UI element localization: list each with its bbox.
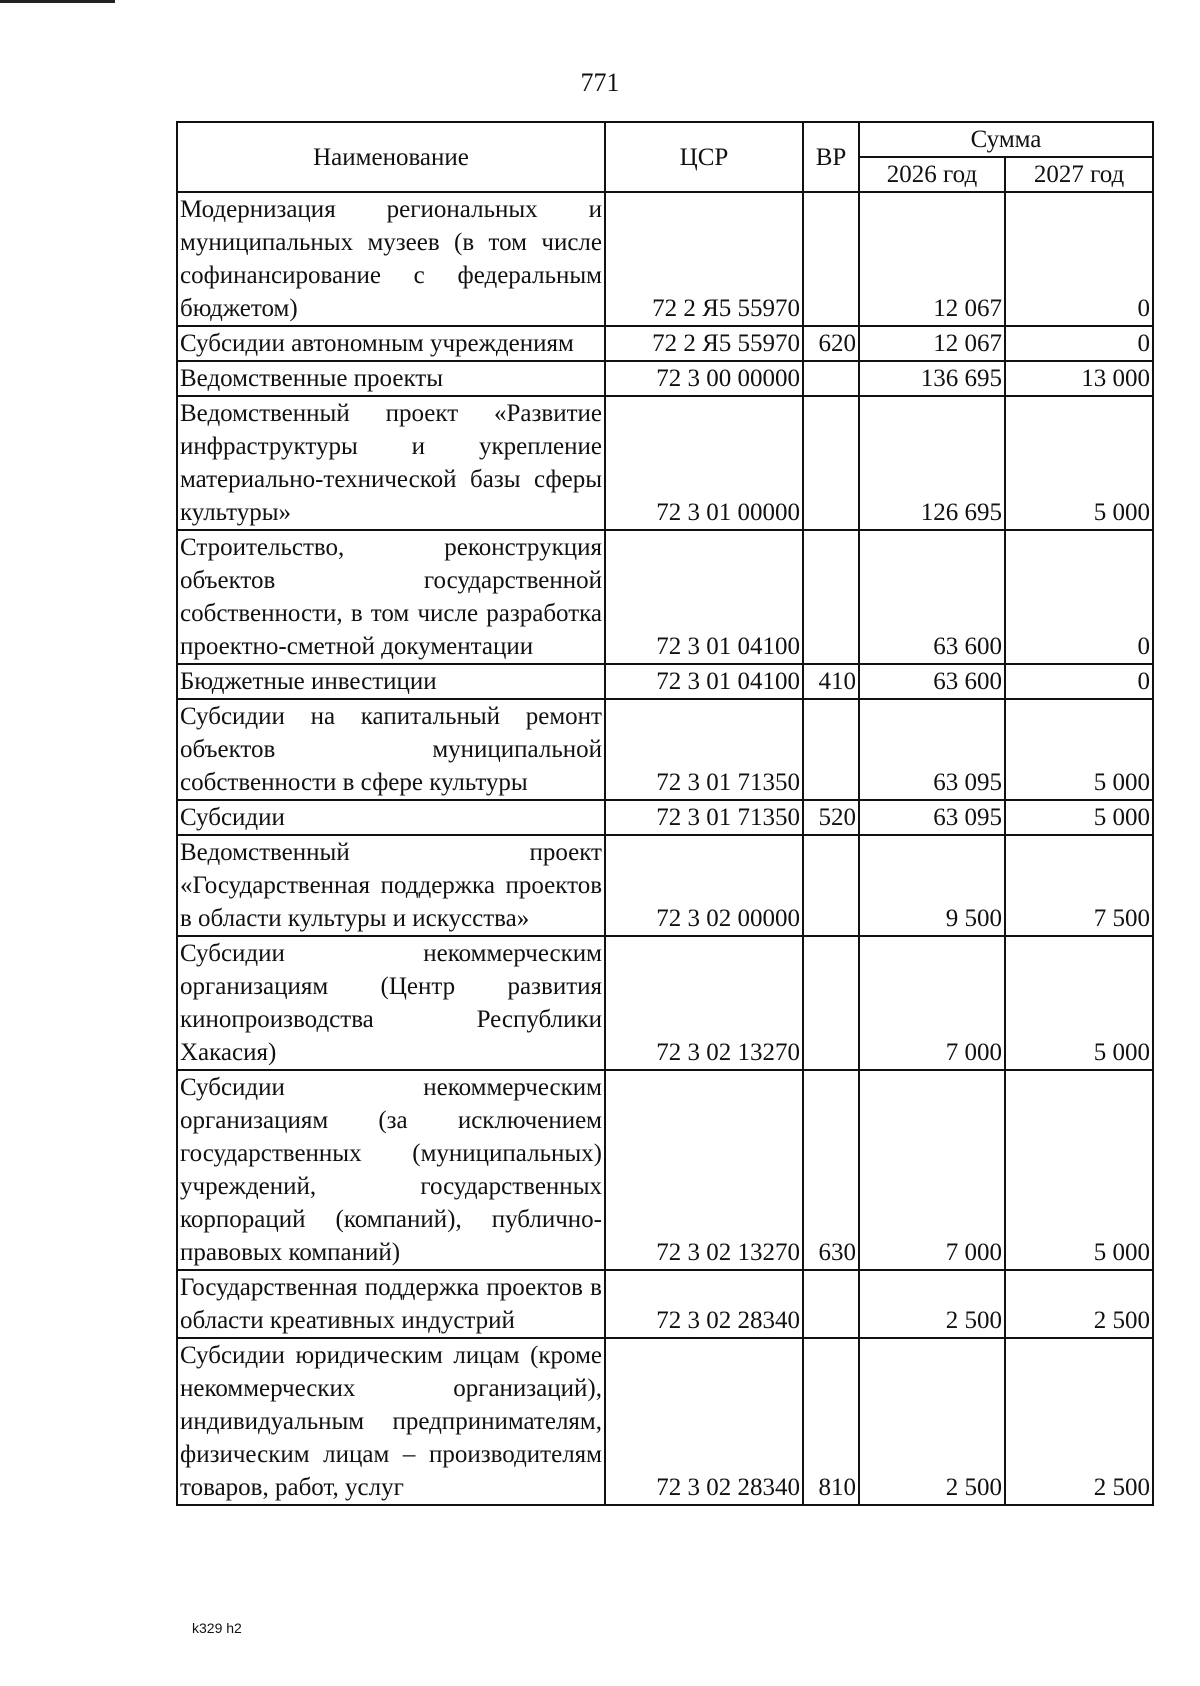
row-sum-2027: 5 000: [1005, 1070, 1153, 1270]
row-sum-2026: 9 500: [859, 835, 1005, 936]
table-row: [177, 800, 1153, 835]
row-vr: 520: [803, 800, 859, 835]
table-row: [177, 530, 1153, 664]
row-sum-2026: 2 500: [859, 1338, 1005, 1505]
row-name: Государственная поддержка проектов в области креативных индустрий: [177, 1270, 605, 1338]
row-name: Субсидии: [177, 800, 605, 835]
table-row: [177, 835, 1153, 936]
table-row: [177, 326, 1153, 361]
row-name: Субсидии юридическим лицам (кроме некоммерческих организаций), индивидуальным предпринимателям, физическим лицам – производителям товаров, работ, услуг: [177, 1338, 605, 1505]
row-csr: 72 3 02 13270: [605, 936, 803, 1070]
row-vr: 410: [803, 664, 859, 699]
table-row: [177, 192, 1153, 326]
row-csr: 72 3 02 13270: [605, 1070, 803, 1270]
row-csr: 72 3 02 00000: [605, 835, 803, 936]
header-csr: ЦСР: [605, 122, 803, 192]
table-header: [177, 122, 1153, 192]
table-row: [177, 664, 1153, 699]
row-csr: 72 3 01 04100: [605, 664, 803, 699]
row-name: Бюджетные инвестиции: [177, 664, 605, 699]
row-sum-2027: 2 500: [1005, 1270, 1153, 1338]
row-sum-2026: 126 695: [859, 396, 1005, 530]
table-row: [177, 396, 1153, 530]
table-row: [177, 1270, 1153, 1338]
row-name: Субсидии некоммерческим организациям (за исключением государственных (муниципальных) учреждений, государственных корпораций (компаний), публично-правовых компаний): [177, 1070, 605, 1270]
row-sum-2026: 7 000: [859, 936, 1005, 1070]
row-sum-2027: 0: [1005, 326, 1153, 361]
table-row: [177, 1338, 1153, 1505]
header-vr: ВР: [803, 122, 859, 192]
row-vr: 810: [803, 1338, 859, 1505]
row-name: Ведомственные проекты: [177, 361, 605, 396]
row-vr: 630: [803, 1070, 859, 1270]
row-sum-2026: 63 095: [859, 699, 1005, 800]
header-year-2027: 2027 год: [1005, 157, 1153, 192]
row-csr: 72 3 02 28340: [605, 1270, 803, 1338]
table-row: [177, 1070, 1153, 1270]
row-vr: [803, 396, 859, 530]
table-row: [177, 361, 1153, 396]
table-row: [177, 936, 1153, 1070]
row-sum-2026: 136 695: [859, 361, 1005, 396]
header-name: Наименование: [177, 122, 605, 192]
row-name: Субсидии некоммерческим организациям (Центр развития кинопроизводства Республики Хакасия): [177, 936, 605, 1070]
row-vr: [803, 936, 859, 1070]
footer-code: k329 h2: [192, 1620, 242, 1636]
row-csr: 72 3 01 04100: [605, 530, 803, 664]
row-csr: 72 3 02 28340: [605, 1338, 803, 1505]
row-sum-2027: 0: [1005, 664, 1153, 699]
row-sum-2026: 12 067: [859, 326, 1005, 361]
row-name: Субсидии на капитальный ремонт объектов муниципальной собственности в сфере культуры: [177, 699, 605, 800]
row-vr: 620: [803, 326, 859, 361]
row-vr: [803, 361, 859, 396]
row-sum-2026: 63 600: [859, 664, 1005, 699]
row-csr: 72 2 Я5 55970: [605, 192, 803, 326]
row-sum-2027: 7 500: [1005, 835, 1153, 936]
row-sum-2027: 5 000: [1005, 936, 1153, 1070]
row-sum-2026: 63 095: [859, 800, 1005, 835]
row-vr: [803, 699, 859, 800]
row-sum-2027: 0: [1005, 530, 1153, 664]
table-row: [177, 699, 1153, 800]
row-vr: [803, 530, 859, 664]
row-name: Субсидии автономным учреждениям: [177, 326, 605, 361]
row-sum-2026: 12 067: [859, 192, 1005, 326]
header-sum: Сумма: [859, 122, 1153, 157]
row-csr: 72 3 01 71350: [605, 699, 803, 800]
row-sum-2027: 13 000: [1005, 361, 1153, 396]
row-vr: [803, 1270, 859, 1338]
row-name: Строительство, реконструкция объектов государственной собственности, в том числе разработка проектно-сметной документации: [177, 530, 605, 664]
row-sum-2026: 63 600: [859, 530, 1005, 664]
row-sum-2027: 5 000: [1005, 699, 1153, 800]
row-csr: 72 3 00 00000: [605, 361, 803, 396]
row-name: Ведомственный проект «Государственная поддержка проектов в области культуры и искусства»: [177, 835, 605, 936]
row-sum-2027: 5 000: [1005, 800, 1153, 835]
row-sum-2026: 7 000: [859, 1070, 1005, 1270]
header-year-2026: 2026 год: [859, 157, 1005, 192]
budget-table: [176, 121, 1154, 1506]
row-sum-2027: 2 500: [1005, 1338, 1153, 1505]
row-vr: [803, 835, 859, 936]
scan-edge-mark: [0, 0, 115, 3]
row-sum-2027: 5 000: [1005, 396, 1153, 530]
row-sum-2026: 2 500: [859, 1270, 1005, 1338]
row-vr: [803, 192, 859, 326]
row-sum-2027: 0: [1005, 192, 1153, 326]
row-csr: 72 3 01 71350: [605, 800, 803, 835]
row-name: Модернизация региональных и муниципальных музеев (в том числе софинансирование с федеральным бюджетом): [177, 192, 605, 326]
row-csr: 72 3 01 00000: [605, 396, 803, 530]
page-number: 771: [580, 68, 620, 97]
row-name: Ведомственный проект «Развитие инфраструктуры и укрепление материально-технической базы сферы культуры»: [177, 396, 605, 530]
row-csr: 72 2 Я5 55970: [605, 326, 803, 361]
